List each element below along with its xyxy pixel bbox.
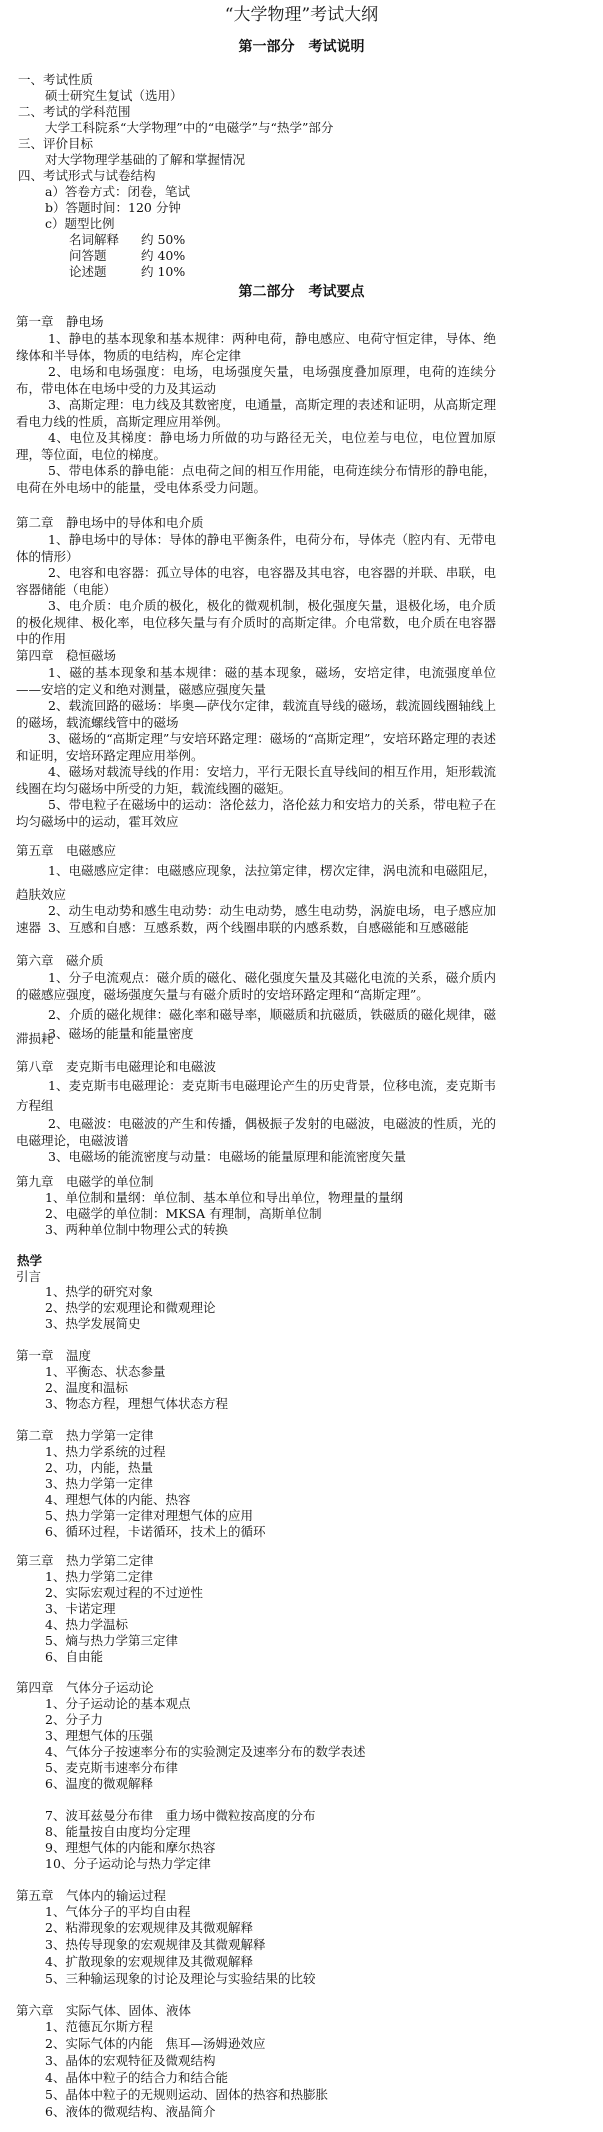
chapter-heading: 第三章 热力学第二定律 (16, 1553, 154, 1568)
thermo-heading: 热学 (17, 1253, 43, 1268)
chapter-item: 2、粘滞现象的宏观规律及其微观解释 (45, 1920, 253, 1935)
chapter-item: 2、载流回路的磁场：毕奥—萨伐尔定律，载流直导线的磁场，载流圆线圈轴线上的磁场，载流螺线管中的磁场 (16, 698, 496, 730)
chapter-item: 1、平衡态、状态参量 (45, 1364, 166, 1379)
chapter-heading: 第四章 稳恒磁场 (16, 648, 117, 663)
chapter-item: 1、磁的基本现象和基本规律：磁的基本现象，磁场，安培定律，电流强度单位——安培的定义和绝对测量，磁感应强度矢量 (16, 665, 496, 697)
document-title: “大学物理”考试大纲 (224, 5, 379, 25)
section-body: 大学工科院系“大学物理”中的“电磁学”与“热学”部分 (45, 120, 334, 135)
chapter-heading: 第二章 静电场中的导体和电介质 (16, 515, 204, 530)
chapter-item: 6、自由能 (45, 1649, 103, 1664)
chapter-item: 2、电容和电容器：孤立导体的电容，电容器及其电容，电容器的并联、串联，电容器储能（电能） (16, 565, 496, 597)
question-type-name: 论述题 (69, 264, 107, 279)
chapter-item: 1、分子电流观点：磁介质的磁化、磁化强度矢量及其磁化电流的关系，磁介质内的磁感应强度，磁场强度矢量与有磁介质时的安培环路定理和“高斯定理”。 (16, 970, 496, 1002)
chapter-heading: 第四章 气体分子运动论 (16, 1680, 154, 1695)
chapter-heading: 第五章 电磁感应 (16, 843, 117, 858)
chapter-item: 2、动生电动势和感生电动势：动生电动势，感生电动势，涡旋电场，电子感应加速器 (16, 903, 496, 935)
chapter-item: 1、电磁感应定律：电磁感应现象，法拉第定律，楞次定律，涡电流和电磁阻尼，趋肤效应 (16, 863, 496, 902)
question-type-ratio: 约 50% (141, 232, 186, 247)
chapter-heading: 引言 (16, 1269, 42, 1284)
exam-format-c: c）题型比例 (45, 216, 115, 231)
chapter-item: 8、能量按自由度均分定理 (45, 1824, 191, 1839)
section-heading: 四、考试形式与试卷结构 (18, 168, 156, 183)
question-type-name: 名词解释 (69, 232, 120, 247)
section-heading: 二、考试的学科范围 (18, 104, 131, 119)
chapter-item: 3、电磁场的能流密度与动量：电磁场的能量原理和能流密度矢量 (48, 1149, 406, 1164)
chapter-item: 2、电磁波：电磁波的产生和传播，偶极振子发射的电磁波，电磁波的性质，光的电磁理论，电磁波谱 (16, 1116, 496, 1148)
chapter-item: 3、热传导现象的宏观规律及其微观解释 (45, 1937, 266, 1952)
chapter-item: 4、电位及其梯度：静电场力所做的功与路径无关，电位差与电位，电位置加原理，等位面，电位的梯度。 (16, 430, 496, 462)
chapter-item: 4、磁场对载流导线的作用：安培力，平行无限长直导线间的相互作用，矩形载流线圈在均匀磁场中所受的力矩，载流线圈的磁矩。 (16, 764, 496, 796)
chapter-item: 1、静电的基本现象和基本规律：两种电荷，静电感应、电荷守恒定律，导体、绝缘体和半导体，物质的电结构，库仑定律 (16, 331, 496, 363)
chapter-item: 2、温度和温标 (45, 1380, 128, 1395)
chapter-item: 3、磁场的能量和能量密度 (48, 1026, 194, 1041)
chapter-item: 5、熵与热力学第三定律 (45, 1633, 178, 1648)
chapter-item: 10、分子运动论与热力学定律 (45, 1856, 211, 1871)
chapter-item: 3、理想气体的压强 (45, 1728, 153, 1743)
question-type-name: 问答题 (69, 248, 107, 263)
chapter-item: 1、范德瓦尔斯方程 (45, 2019, 153, 2034)
chapter-heading: 第八章 麦克斯韦电磁理论和电磁波 (16, 1059, 217, 1074)
chapter-item: 4、气体分子按速率分布的实验测定及速率分布的数学表述 (45, 1744, 366, 1759)
chapter-item: 6、循环过程，卡诺循环，技术上的循环 (45, 1524, 266, 1539)
part1-heading: 第一部分 考试说明 (238, 39, 365, 55)
section-heading: 一、考试性质 (18, 72, 94, 87)
chapter-item: 4、晶体中粒子的结合力和结合能 (45, 2070, 228, 2085)
section-body: 硕士研究生复试（选用） (45, 88, 183, 103)
chapter-item: 2、实际气体的内能 焦耳—汤姆逊效应 (45, 2036, 266, 2051)
chapter-item: 2、实际宏观过程的不过逆性 (45, 1585, 203, 1600)
chapter-item: 3、热学发展简史 (45, 1316, 141, 1331)
chapter-item: 4、热力学温标 (45, 1617, 128, 1632)
chapter-item: 5、晶体中粒子的无规则运动、固体的热容和热膨胀 (45, 2087, 328, 2102)
chapter-item: 4、理想气体的内能、热容 (45, 1492, 191, 1507)
chapter-item: 1、麦克斯韦电磁理论：麦克斯韦电磁理论产生的历史背景，位移电流，麦克斯韦方程组 (16, 1078, 496, 1113)
chapter-item: 4、扩散现象的宏观规律及其微观解释 (45, 1954, 253, 1969)
chapter-item: 2、电场和电场强度：电场，电场强度矢量，电场强度叠加原理，电荷的连续分布，带电体在电场中受的力及其运动 (16, 364, 496, 396)
chapter-item: 3、高斯定理：电力线及其数密度，电通量，高斯定理的表述和证明，从高斯定理看电力线的性质，高斯定理应用举例。 (16, 397, 496, 429)
chapter-item: 6、温度的微观解释 (45, 1776, 153, 1791)
chapter-heading: 第二章 热力学第一定律 (16, 1428, 154, 1443)
chapter-item: 3、热力学第一定律 (45, 1476, 153, 1491)
section-heading: 三、评价目标 (18, 136, 94, 151)
chapter-item: 3、卡诺定理 (45, 1601, 116, 1616)
chapter-heading: 第五章 气体内的输运过程 (16, 1888, 167, 1903)
chapter-heading: 第一章 静电场 (16, 314, 104, 329)
chapter-item: 2、功，内能，热量 (45, 1460, 153, 1475)
chapter-item: 3、两种单位制中物理公式的转换 (45, 1222, 228, 1237)
chapter-item: 3、晶体的宏观特征及微观结构 (45, 2053, 216, 2068)
exam-format-b: b）答题时间：120 分钟 (45, 200, 181, 215)
chapter-item: 5、三种输运现象的讨论及理论与实验结果的比较 (45, 1971, 316, 1986)
chapter-item: 1、分子运动论的基本观点 (45, 1696, 191, 1711)
chapter-item: 1、热学的研究对象 (45, 1284, 153, 1299)
chapter-heading: 第六章 磁介质 (16, 953, 104, 968)
chapter-heading: 第六章 实际气体、固体、液体 (16, 2003, 192, 2018)
chapter-heading: 第一章 温度 (16, 1348, 92, 1363)
question-type-ratio: 约 40% (141, 248, 186, 263)
chapter-item: 3、磁场的“高斯定理”与安培环路定理：磁场的“高斯定理”，安培环路定理的表述和证明，安培环路定理应用举例。 (16, 731, 496, 763)
chapter-item: 3、互感和自感：互感系数，两个线圈串联的内感系数，自感磁能和互感磁能 (48, 920, 469, 935)
question-type-ratio: 约 10% (141, 264, 186, 279)
exam-format-a: a）答卷方式：闭卷，笔试 (45, 184, 190, 199)
chapter-item: 1、单位制和量纲：单位制、基本单位和导出单位，物理量的量纲 (45, 1190, 403, 1205)
part2-heading: 第二部分 考试要点 (238, 284, 365, 300)
chapter-item: 5、带电体系的静电能：点电荷之间的相互作用能，电荷连续分布情形的静电能，电荷在外电场中的能量，受电体系受力问题。 (16, 463, 496, 495)
chapter-item: 6、液体的微观结构、液晶简介 (45, 2104, 216, 2119)
chapter-item: 3、电介质：电介质的极化，极化的微观机制，极化强度矢量，退极化场，电介质的极化规律、极化率，电位移矢量与有介质时的高斯定律。介电常数，电介质在电容器中的作用 (16, 598, 496, 647)
chapter-heading: 第九章 电磁学的单位制 (16, 1174, 154, 1189)
chapter-item: 2、分子力 (45, 1712, 103, 1727)
chapter-item: 1、静电场中的导体：导体的静电平衡条件，电荷分布，导体壳（腔内有、无带电体的情形） (16, 532, 496, 564)
chapter-item: 5、带电粒子在磁场中的运动：洛伦兹力，洛伦兹力和安培力的关系，带电粒子在均匀磁场中的运动，霍耳效应 (16, 797, 496, 829)
chapter-item: 2、电磁学的单位制：MKSA 有理制，高斯单位制 (45, 1206, 322, 1221)
chapter-item: 9、理想气体的内能和摩尔热容 (45, 1840, 216, 1855)
chapter-item: 7、波耳兹曼分布律 重力场中微粒按高度的分布 (45, 1808, 316, 1823)
chapter-item: 2、热学的宏观理论和微观理论 (45, 1300, 216, 1315)
chapter-item: 3、物态方程，理想气体状态方程 (45, 1396, 228, 1411)
chapter-item: 5、麦克斯韦速率分布律 (45, 1760, 178, 1775)
chapter-item: 1、热力学第二定律 (45, 1569, 153, 1584)
section-body: 对大学物理学基础的了解和掌握情况 (45, 152, 246, 167)
chapter-item: 1、热力学系统的过程 (45, 1444, 166, 1459)
chapter-item: 5、热力学第一定律对理想气体的应用 (45, 1508, 253, 1523)
chapter-item: 1、气体分子的平均自由程 (45, 1904, 191, 1919)
chapter-item: 2、介质的磁化规律：磁化率和磁导率，顺磁质和抗磁质，铁磁质的磁化规律，磁滞损耗 (16, 1007, 496, 1046)
